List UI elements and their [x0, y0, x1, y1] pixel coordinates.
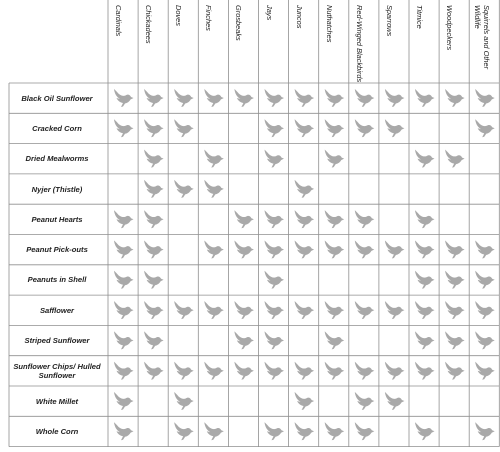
row-header — [9, 386, 105, 416]
bird-icon — [325, 119, 345, 137]
bird-icon — [295, 422, 315, 440]
bird-icon — [385, 362, 405, 380]
bird-icon — [174, 422, 194, 440]
bird-icon — [265, 362, 285, 380]
bird-icon — [234, 331, 254, 349]
bird-icon — [295, 362, 315, 380]
row-header-label: Nyjer (Thistle) — [31, 184, 83, 194]
bird-icon — [475, 422, 495, 440]
bird-icon — [445, 241, 465, 259]
bird-icon — [144, 241, 164, 259]
bird-icon — [355, 422, 375, 440]
column-header-label: Sparrows — [384, 5, 394, 37]
bird-icon — [355, 119, 375, 137]
column-header-label: Chickadees — [144, 5, 154, 44]
column-header — [108, 0, 138, 82]
bird-icon — [204, 180, 224, 198]
bird-icon — [174, 89, 194, 107]
row-header — [9, 416, 105, 446]
bird-icon — [265, 119, 285, 137]
bird-icon — [295, 392, 315, 410]
row-header — [9, 265, 105, 295]
column-header — [168, 0, 198, 82]
bird-icon — [415, 210, 435, 228]
row-header-label: Black Oil Sunflower — [21, 93, 93, 103]
bird-icon — [204, 362, 224, 380]
bird-icon — [325, 89, 345, 107]
bird-icon — [295, 119, 315, 137]
column-header — [349, 0, 379, 82]
bird-icon — [355, 241, 375, 259]
bird-icon — [415, 241, 435, 259]
bird-icon — [144, 150, 164, 168]
column-header-label: Doves — [174, 5, 184, 26]
column-header — [198, 0, 228, 82]
bird-icon — [174, 180, 194, 198]
bird-icon — [144, 180, 164, 198]
bird-icon — [265, 271, 285, 289]
bird-icon — [144, 210, 164, 228]
bird-icon — [265, 89, 285, 107]
row-header-label: White Millet — [35, 396, 79, 406]
bird-icon — [475, 301, 495, 319]
bird-icon — [174, 301, 194, 319]
bird-icon — [445, 301, 465, 319]
bird-icon — [445, 362, 465, 380]
row-header-label: Whole Corn — [35, 426, 79, 436]
bird-icon — [295, 301, 315, 319]
bird-icon — [114, 210, 134, 228]
row-header — [9, 113, 105, 143]
row-header — [9, 295, 105, 325]
bird-icon — [144, 331, 164, 349]
bird-icon — [144, 362, 164, 380]
column-header — [138, 0, 168, 82]
column-header — [259, 0, 289, 82]
bird-icon — [325, 150, 345, 168]
column-header-label: Woodpeckers — [445, 5, 455, 51]
bird-icon — [445, 331, 465, 349]
bird-icon — [265, 301, 285, 319]
bird-icon — [114, 422, 134, 440]
bird-icon — [295, 89, 315, 107]
bird-icon — [144, 301, 164, 319]
bird-icon — [325, 301, 345, 319]
column-header-label: Nuthatches — [324, 5, 334, 43]
bird-icon — [144, 89, 164, 107]
column-header-label: Jays — [264, 5, 274, 21]
column-header-label: Cardinals — [114, 5, 123, 37]
bird-icon — [475, 241, 495, 259]
bird-icon — [114, 241, 134, 259]
bird-icon — [385, 89, 405, 107]
bird-icon — [265, 150, 285, 168]
row-header-label: Peanuts in Shell — [27, 275, 87, 285]
bird-icon — [114, 362, 134, 380]
column-header — [319, 0, 349, 82]
bird-icon — [114, 331, 134, 349]
bird-icon — [415, 331, 435, 349]
bird-icon — [355, 210, 375, 228]
bird-icon — [415, 301, 435, 319]
column-header — [409, 0, 439, 82]
bird-icon — [174, 362, 194, 380]
bird-icon — [385, 119, 405, 137]
bird-icon — [445, 271, 465, 289]
column-header-label: Grosbeaks — [234, 5, 244, 41]
bird-icon — [385, 241, 405, 259]
bird-icon — [114, 119, 134, 137]
bird-icon — [475, 362, 495, 380]
bird-icon — [234, 301, 254, 319]
bird-icon — [445, 150, 465, 168]
bird-icon — [325, 331, 345, 349]
bird-icon — [234, 210, 254, 228]
bird-icon — [265, 422, 285, 440]
bird-icon — [385, 301, 405, 319]
column-header-label: Juncos — [294, 5, 304, 29]
bird-icon — [234, 241, 254, 259]
bird-icon — [475, 89, 495, 107]
bird-icon — [355, 362, 375, 380]
row-header-label: Sunflower Chips/ Hulled Sunflower — [13, 361, 101, 380]
row-header-label: Peanut Hearts — [31, 214, 83, 224]
column-header — [379, 0, 409, 82]
column-header — [469, 0, 499, 82]
bird-icon — [415, 89, 435, 107]
bird-icon — [355, 89, 375, 107]
bird-icon — [415, 271, 435, 289]
bird-icon — [325, 210, 345, 228]
row-header-label: Dried Mealworms — [25, 154, 89, 164]
bird-icon — [355, 301, 375, 319]
bird-icon — [174, 392, 194, 410]
row-header — [9, 325, 105, 355]
bird-icon — [325, 422, 345, 440]
row-header — [9, 204, 105, 234]
bird-icon — [234, 362, 254, 380]
bird-icon — [475, 331, 495, 349]
bird-icon — [475, 271, 495, 289]
bird-icon — [325, 241, 345, 259]
bird-icon — [114, 89, 134, 107]
bird-icon — [234, 89, 254, 107]
column-header — [289, 0, 319, 82]
row-header-label: Peanut Pick-outs — [26, 245, 88, 255]
bird-icon — [144, 119, 164, 137]
row-header — [9, 235, 105, 265]
bird-icon — [114, 301, 134, 319]
bird-icon — [295, 241, 315, 259]
bird-icon — [174, 119, 194, 137]
row-header — [9, 356, 105, 386]
bird-icon — [204, 422, 224, 440]
column-header — [439, 0, 469, 82]
row-header — [9, 174, 105, 204]
bird-icon — [204, 301, 224, 319]
bird-icon — [204, 241, 224, 259]
bird-icon — [265, 210, 285, 228]
bird-icon — [385, 392, 405, 410]
bird-icon — [204, 150, 224, 168]
row-header — [9, 83, 105, 113]
bird-icon — [355, 392, 375, 410]
bird-icon — [415, 150, 435, 168]
bird-icon — [265, 241, 285, 259]
column-header — [228, 0, 258, 82]
bird-icon — [114, 392, 134, 410]
column-header-label: Red-Winged Blackbirds — [354, 5, 364, 83]
bird-icon — [265, 331, 285, 349]
row-header — [9, 144, 105, 174]
bird-icon — [325, 362, 345, 380]
bird-icon — [295, 210, 315, 228]
column-header-label: Finches — [204, 5, 214, 31]
bird-icon — [295, 180, 315, 198]
column-header-label: Squirrels and Other Wildlife — [473, 5, 492, 70]
bird-icon — [144, 271, 164, 289]
bird-icon — [204, 89, 224, 107]
row-header-label: Safflower — [39, 305, 75, 315]
bird-icon — [415, 362, 435, 380]
row-header-label: Striped Sunflower — [24, 336, 90, 346]
row-header-label: Cracked Corn — [32, 123, 82, 133]
bird-icon — [445, 89, 465, 107]
bird-icon — [475, 119, 495, 137]
bird-icon — [415, 422, 435, 440]
column-header-label: Titmice — [415, 5, 424, 29]
bird-icon — [114, 271, 134, 289]
